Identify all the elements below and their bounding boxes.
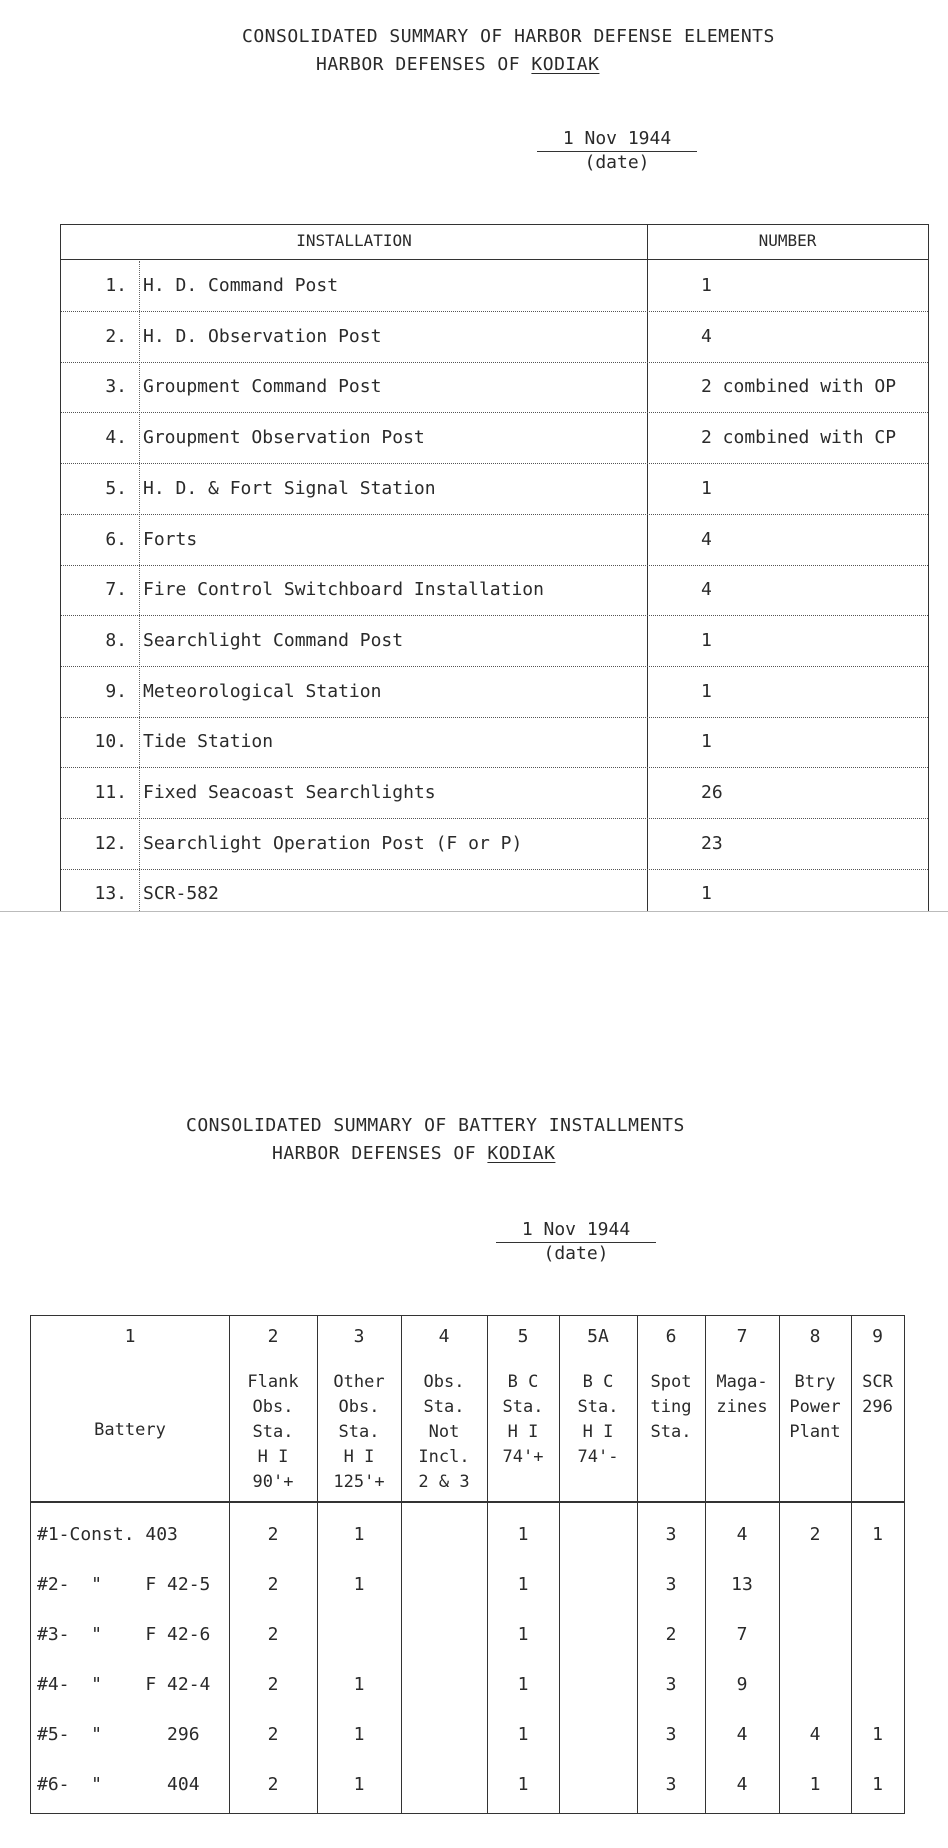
battery-column-title: Spot ting Sta.	[650, 1372, 692, 1442]
row-count: 2 combined with OP	[701, 376, 897, 398]
battery-name: #1-Const. 403	[37, 1524, 178, 1545]
installation-row	[61, 515, 928, 566]
installation-row	[61, 819, 928, 870]
section1-date-caption: (date)	[584, 152, 650, 173]
installation-row	[61, 717, 928, 768]
row-count: 1	[701, 629, 712, 651]
battery-cell: 2	[665, 1624, 677, 1645]
battery-cell: 4	[736, 1774, 748, 1795]
battery-cell: 1	[517, 1774, 529, 1795]
battery-name: #3- " F 42-6	[37, 1624, 211, 1645]
row-count: 26	[701, 782, 723, 803]
page-break-line	[0, 911, 948, 912]
battery-cell: 1	[517, 1624, 529, 1645]
battery-column-number: 5	[517, 1326, 529, 1347]
battery-column-number: 8	[809, 1326, 821, 1347]
battery-cell: 2	[809, 1524, 821, 1545]
section2-title-place: KODIAK	[487, 1143, 556, 1164]
row-number: 6.	[105, 528, 127, 550]
battery-cell: 1	[872, 1774, 883, 1795]
row-installation: H. D. Command Post	[143, 275, 339, 296]
section1-title-line1: CONSOLIDATED SUMMARY OF HARBOR DEFENSE ELEMENTS	[242, 26, 775, 47]
row-count: 1	[701, 883, 712, 905]
installation-row	[61, 312, 928, 363]
battery-table	[30, 1315, 905, 1814]
installation-row	[61, 362, 928, 413]
battery-cell: 1	[872, 1524, 883, 1545]
section2-date-caption: (date)	[543, 1243, 609, 1264]
battery-column-title: B C Sta. H I 74'-	[577, 1372, 619, 1467]
row-count: 23	[701, 832, 723, 854]
row-installation: Groupment Observation Post	[143, 427, 425, 449]
row-installation: Searchlight Command Post	[143, 629, 404, 651]
battery-column-number: 3	[353, 1326, 365, 1347]
battery-cell: 1	[872, 1724, 883, 1745]
battery-cell: 1	[517, 1724, 529, 1745]
row-installation: SCR-582	[143, 883, 219, 905]
battery-column-title: Other Obs. Sta. H I 125'+	[333, 1372, 385, 1492]
battery-cell: 2	[267, 1674, 279, 1695]
battery-column-title: B C Sta. H I 74'+	[502, 1372, 544, 1467]
battery-column-title: Obs. Sta. Not Incl. 2 & 3	[418, 1372, 470, 1492]
row-number: 11.	[94, 782, 127, 803]
battery-column-title: Battery	[94, 1420, 166, 1440]
battery-cell: 13	[731, 1574, 753, 1595]
installation-row	[61, 768, 928, 819]
battery-cell: 7	[736, 1624, 748, 1645]
installation-row	[61, 616, 928, 667]
installation-row	[61, 261, 928, 312]
section2-title-line2	[272, 1143, 555, 1164]
battery-cell: 1	[517, 1674, 529, 1695]
battery-cell: 2	[267, 1774, 279, 1795]
row-count: 4	[701, 325, 712, 347]
row-installation: Fire Control Switchboard Installation	[143, 579, 544, 601]
row-installation: Tide Station	[143, 731, 274, 753]
battery-column-title: Btry Power Plant	[789, 1372, 841, 1442]
battery-column-number: 1	[124, 1326, 136, 1347]
row-number: 1.	[105, 275, 127, 296]
installation-table	[60, 224, 929, 911]
battery-column-number: 5A	[587, 1326, 609, 1347]
row-installation: Fixed Seacoast Searchlights	[143, 782, 436, 803]
battery-column-number: 7	[736, 1326, 748, 1347]
row-count: 4	[701, 579, 712, 601]
battery-cell: 3	[665, 1774, 677, 1795]
section2-date-block	[496, 1219, 656, 1264]
battery-column-number: 2	[267, 1326, 279, 1347]
battery-cell: 2	[267, 1574, 279, 1595]
battery-cell: 1	[517, 1574, 529, 1595]
battery-cell: 2	[267, 1724, 279, 1745]
battery-cell: 4	[736, 1724, 748, 1745]
installation-row	[61, 464, 928, 515]
row-count: 1	[701, 731, 712, 753]
row-installation: H. D. & Fort Signal Station	[143, 477, 436, 499]
row-count: 1	[701, 680, 712, 702]
battery-column-title: Flank Obs. Sta. H I 90'+	[247, 1372, 299, 1492]
row-count: 2 combined with CP	[701, 427, 897, 449]
battery-cell: 3	[665, 1524, 677, 1545]
battery-cell: 9	[736, 1674, 748, 1695]
battery-cell: 1	[353, 1574, 365, 1595]
battery-cell: 2	[267, 1524, 279, 1545]
row-number: 10.	[94, 731, 127, 753]
row-count: 1	[701, 477, 712, 499]
section1-title-prefix: HARBOR DEFENSES OF	[316, 54, 532, 75]
section1-title-place: KODIAK	[531, 54, 600, 75]
battery-column-number: 9	[872, 1326, 883, 1347]
row-number: 7.	[105, 579, 127, 601]
battery-cell: 2	[267, 1624, 279, 1645]
row-installation: Groupment Command Post	[143, 376, 382, 398]
battery-name: #6- " 404	[37, 1774, 200, 1795]
battery-cell: 3	[665, 1674, 677, 1695]
section1-title-line2	[316, 54, 599, 75]
battery-column-number: 6	[665, 1326, 677, 1347]
battery-column-title: Maga- zines	[716, 1372, 768, 1417]
row-number: 5.	[105, 477, 127, 499]
row-number: 4.	[105, 427, 127, 449]
row-installation: Meteorological Station	[143, 680, 382, 702]
battery-name: #2- " F 42-5	[37, 1574, 211, 1595]
installation-row	[61, 667, 928, 718]
battery-cell: 1	[353, 1524, 365, 1545]
row-number: 2.	[105, 325, 127, 347]
battery-cell: 4	[736, 1524, 748, 1545]
row-number: 9.	[105, 680, 127, 702]
battery-cell: 1	[353, 1674, 365, 1695]
battery-cell: 1	[517, 1524, 529, 1545]
row-installation: Forts	[143, 528, 198, 550]
header-number: NUMBER	[758, 231, 817, 250]
row-installation: H. D. Observation Post	[143, 325, 382, 347]
row-number: 12.	[94, 832, 127, 854]
row-number: 13.	[94, 883, 127, 905]
section2-title-prefix: HARBOR DEFENSES OF	[272, 1143, 488, 1164]
row-count: 4	[701, 528, 712, 550]
battery-cell: 1	[353, 1774, 365, 1795]
installation-row	[61, 565, 928, 616]
battery-name: #5- " 296	[37, 1724, 200, 1745]
section1-date: 1 Nov 1944	[537, 128, 697, 152]
row-count: 1	[701, 275, 712, 296]
installation-table-header	[61, 225, 928, 260]
battery-cell: 3	[665, 1574, 677, 1595]
row-number: 3.	[105, 376, 127, 398]
row-number: 8.	[105, 629, 127, 651]
battery-cell: 1	[809, 1774, 821, 1795]
installation-row	[61, 413, 928, 464]
battery-name: #4- " F 42-4	[37, 1674, 211, 1695]
battery-cell: 4	[809, 1724, 821, 1745]
battery-column-title: SCR 296	[862, 1372, 893, 1417]
battery-column-number: 4	[438, 1326, 450, 1347]
battery-header-separator	[31, 1501, 904, 1503]
section1-date-block	[537, 128, 697, 173]
section2-date: 1 Nov 1944	[496, 1219, 656, 1243]
battery-cell: 3	[665, 1724, 677, 1745]
section2-title-line1: CONSOLIDATED SUMMARY OF BATTERY INSTALLMENTS	[186, 1115, 685, 1136]
battery-cell: 1	[353, 1724, 365, 1745]
header-installation: INSTALLATION	[296, 231, 412, 250]
row-installation: Searchlight Operation Post (F or P)	[143, 832, 523, 854]
